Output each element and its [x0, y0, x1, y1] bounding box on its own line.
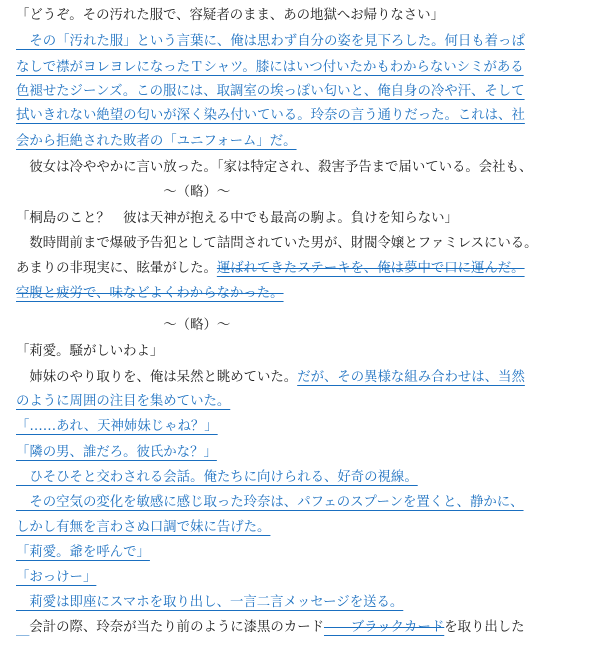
inserted-text: なしで襟がヨレヨレになったＴシャツ。膝にはいつ付いたかもわからないシミがある: [16, 60, 524, 75]
inserted-text: しかし有無を言わさぬ口調で妹に告げた。: [16, 520, 271, 535]
text-line: [16, 56, 606, 80]
text-line: [16, 466, 606, 490]
text-line: [16, 340, 606, 364]
text-line: [16, 207, 606, 231]
inserted-text: 莉愛は即座にスマホを取り出し、一言二言メッセージを送る。: [16, 595, 404, 610]
body-text: 「桐島のこと？ 彼は天神が抱える中でも最高の駒よ。負けを知らない」: [16, 211, 458, 226]
inserted-text: 拭いきれない絶望の匂いが深く染み付いている。玲奈の言う通りだった。これは、社: [16, 108, 525, 123]
inserted-text: だが、その異様な組み合わせは、当然: [297, 370, 525, 385]
text-line: [16, 314, 606, 338]
body-text: を取り出した: [444, 620, 525, 635]
deleted-text: ――ブラックカード: [323, 620, 445, 635]
text-line: [16, 415, 606, 439]
text-line: [16, 104, 606, 128]
text-line: [16, 541, 606, 565]
text-line: [16, 591, 606, 615]
inserted-text: 「おっけー」: [16, 570, 97, 585]
body-text: 数時間前まで爆破予告犯として詰問されていた男が、財閥令嬢とファミレスにいる。: [16, 236, 538, 251]
inserted-text: その空気の変化を敏感に感じ取った玲奈は、パフェのスプーンを置くと、静かに、: [16, 495, 524, 510]
body-text: 彼女は冷ややかに言い放った。「家は特定され、殺害予告まで届いている。会社も、: [16, 160, 533, 175]
text-line: [16, 80, 606, 104]
text-line: [16, 130, 606, 154]
body-text: あまりの非現実に、眩暈がした。: [16, 261, 217, 276]
text-line: [16, 30, 606, 54]
text-line: [16, 616, 606, 640]
inserted-text: その「汚れた服」という言葉に、俺は思わず自分の姿を見下ろした。何日も着っぱ: [16, 34, 525, 49]
text-line: [16, 156, 606, 180]
inserted-text: 色褪せたジーンズ。この服には、取調室の埃っぽい匂いと、俺自身の冷や汗、そして: [16, 84, 525, 99]
text-line: [16, 441, 606, 465]
inserted-text: 会から拒絶された敗者の「ユニフォーム」だ。: [16, 134, 297, 149]
body-text: 会計の際、玲奈が当たり前のように漆黒のカード: [29, 620, 324, 635]
deleted-text: 運ばれてきたステーキを、俺は夢中で口に運んだ。: [216, 261, 525, 276]
text-line: [16, 390, 606, 414]
text-line: [16, 491, 606, 515]
body-text: ～（略）～: [16, 318, 231, 333]
text-line: [16, 282, 606, 306]
body-text: 姉妹のやり取りを、俺は呆然と眺めていた。: [16, 370, 298, 385]
text-line: [16, 257, 606, 281]
body-text: 「どうぞ。その汚れた服で、容疑者のまま、あの地獄へお帰りなさい」: [16, 8, 444, 23]
inserted-text: のように周囲の注目を集めていた。: [16, 394, 231, 409]
text-line: [16, 366, 606, 390]
text-line: [16, 232, 606, 256]
text-line: [16, 4, 606, 28]
inserted-text: [16, 620, 29, 635]
text-line: [16, 516, 606, 540]
inserted-text: 「……あれ、天神姉妹じゃね？」: [16, 419, 218, 434]
inserted-text: ひそひそと交わされる会話。俺たちに向けられる、好奇の視線。: [16, 470, 418, 485]
text-line: [16, 181, 606, 205]
body-text: 「莉愛。騒がしいわよ」: [16, 344, 164, 359]
inserted-text: 「莉愛。爺を呼んで」: [16, 545, 150, 560]
inserted-text: 「隣の男、誰だろ。彼氏かな？」: [16, 445, 217, 460]
deleted-text: 空腹と疲労で、味などよくわからなかった。: [16, 286, 284, 301]
text-line: [16, 566, 606, 590]
body-text: ～（略）～: [16, 185, 231, 200]
